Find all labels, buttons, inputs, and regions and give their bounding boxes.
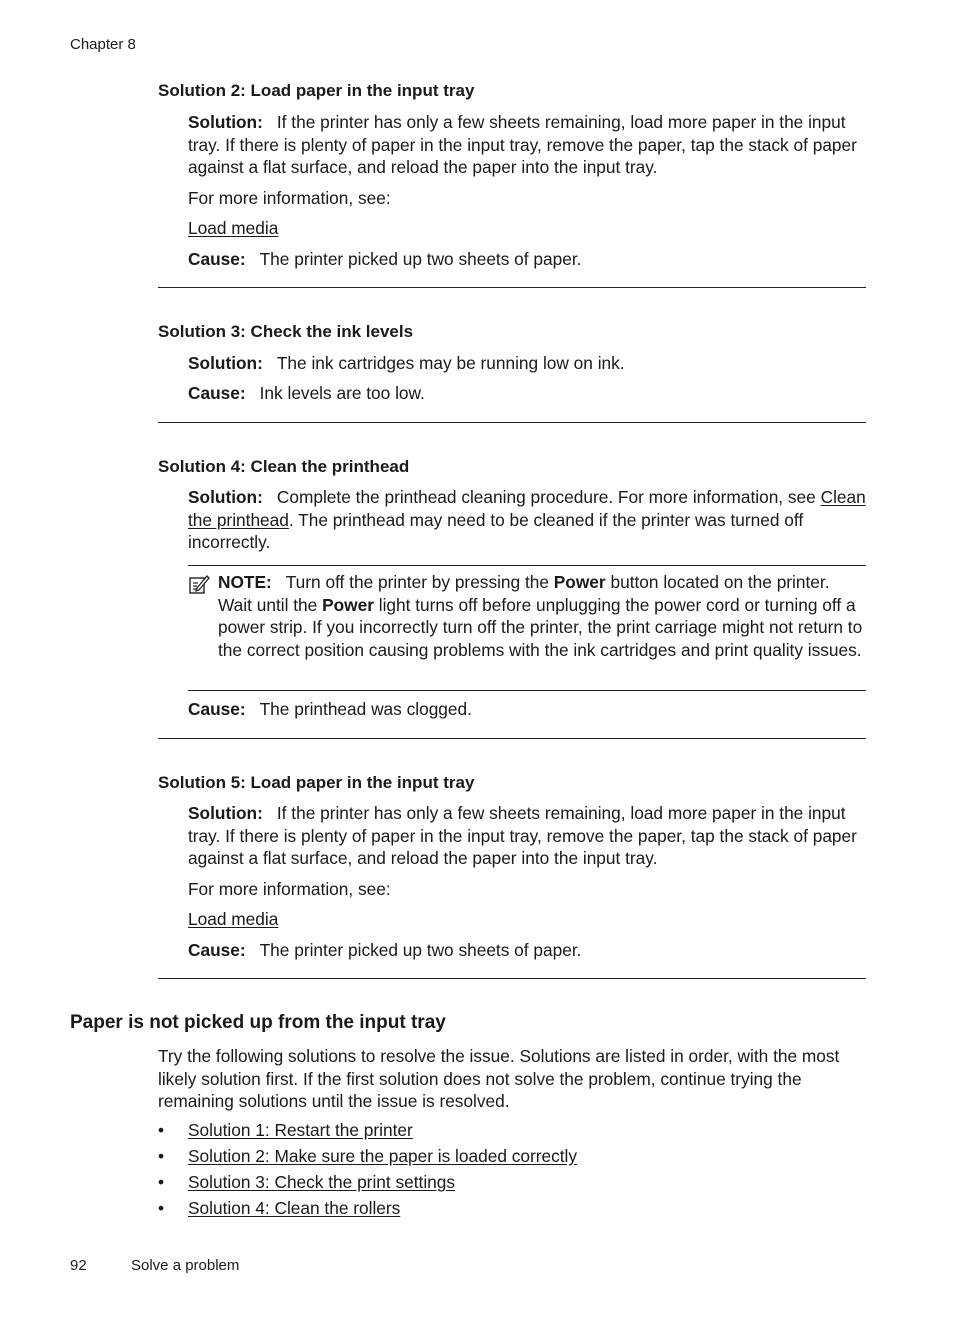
- solution-label: Solution:: [188, 487, 263, 507]
- solution-body: The ink cartridges may be running low on ink.: [276, 353, 625, 373]
- more-info-text: For more information, see:: [188, 188, 391, 208]
- link-text[interactable]: Load media: [188, 218, 279, 238]
- note-text-part: light turns off before unplugging the power cord or turning off a power strip. If you incorrectly turn off the printer, the print carriage might not return to the correct position causing problems with the ink cartridges and print quality issues.: [218, 594, 863, 660]
- power-button-term: Power: [553, 572, 606, 592]
- note-text-part: Turn off the printer by pressing the: [285, 572, 549, 592]
- cause-body: The printer picked up two sheets of paper.: [259, 249, 582, 269]
- section-intro: Try the following solutions to resolve the issue. Solutions are listed in order, with the most likely solution first. If the first solution does not solve the problem, continue trying the remaining solutions until the issue is resolved.: [158, 1046, 840, 1111]
- cause-4-text: [188, 698, 868, 721]
- cause-5-text: [188, 939, 868, 962]
- note-text-part: button located on the printer. Wait until the: [218, 572, 830, 615]
- divider: [158, 287, 866, 288]
- divider: [158, 422, 866, 423]
- power-light-term: Power: [322, 594, 374, 615]
- note-top-rule: [188, 565, 866, 566]
- cause-3-text: [188, 382, 868, 405]
- note-bottom-rule: [188, 690, 866, 691]
- cause-body: Ink levels are too low.: [259, 383, 425, 403]
- solution-label: Solution:: [188, 112, 263, 132]
- note-label: NOTE:: [218, 572, 272, 592]
- bullet-marker: •: [158, 1120, 165, 1140]
- cause-label: Cause:: [188, 383, 246, 403]
- bullet-marker: •: [158, 1198, 165, 1218]
- page-number: 92: [70, 1257, 87, 1274]
- clean-printhead-link[interactable]: Clean the printhead: [188, 487, 866, 530]
- bullet-marker: •: [158, 1146, 165, 1166]
- solution-4-title: Solution 4: Clean the printhead: [158, 457, 410, 476]
- solution-3-text: [188, 352, 868, 375]
- cause-label: Cause:: [188, 699, 246, 719]
- solution-3-title: Solution 3: Check the ink levels: [158, 322, 414, 341]
- divider: [158, 978, 866, 979]
- solution-3-link[interactable]: Solution 3: Check the print settings: [188, 1172, 456, 1192]
- chapter-header: Chapter 8: [70, 36, 136, 53]
- solution-body: If the printer has only a few sheets remaining, load more paper in the input tray. If there is plenty of paper in the input tray, remove the paper, tap the stack of paper against a flat surface, and reload the paper into the input tray.: [188, 112, 857, 177]
- footer-title: Solve a problem: [131, 1257, 240, 1274]
- solution-body: If the printer has only a few sheets remaining, load more paper in the input tray. If there is plenty of paper in the input tray, remove the paper, tap the stack of paper against a flat surface, and reload the paper into the input tray.: [188, 803, 857, 868]
- solution-label: Solution:: [188, 803, 263, 823]
- solution-label: Solution:: [188, 353, 263, 373]
- load-media-link[interactable]: [188, 217, 278, 240]
- cause-body: The printhead was clogged.: [259, 699, 472, 719]
- note-icon: [188, 573, 210, 595]
- bullet-marker: •: [158, 1172, 165, 1192]
- load-media-link[interactable]: [188, 908, 278, 931]
- cause-label: Cause:: [188, 249, 246, 269]
- solution-4-text: [188, 486, 868, 554]
- solution-2-link[interactable]: Solution 2: Make sure the paper is loaded correctly: [188, 1146, 578, 1166]
- solution-body-2: . The printhead may need to be cleaned if the printer was turned off incorrectly.: [188, 509, 804, 552]
- solution-2-text: [188, 111, 868, 179]
- solution-body-1: Complete the printhead cleaning procedure. For more information, see: [276, 487, 816, 507]
- link-text[interactable]: Load media: [188, 909, 279, 929]
- cause-body: The printer picked up two sheets of paper.: [259, 940, 582, 960]
- divider: [158, 738, 866, 739]
- more-info-text: For more information, see:: [188, 879, 391, 899]
- section-heading: Paper is not picked up from the input tray: [70, 1012, 446, 1033]
- cause-2-text: [188, 248, 868, 271]
- solution-5-title: Solution 5: Load paper in the input tray: [158, 773, 475, 792]
- solution-5-text: [188, 802, 868, 870]
- solution-1-link[interactable]: Solution 1: Restart the printer: [188, 1120, 413, 1140]
- cause-label: Cause:: [188, 940, 246, 960]
- note-text: [218, 571, 868, 661]
- solution-2-title: Solution 2: Load paper in the input tray: [158, 81, 475, 100]
- solution-4-link[interactable]: Solution 4: Clean the rollers: [188, 1198, 401, 1218]
